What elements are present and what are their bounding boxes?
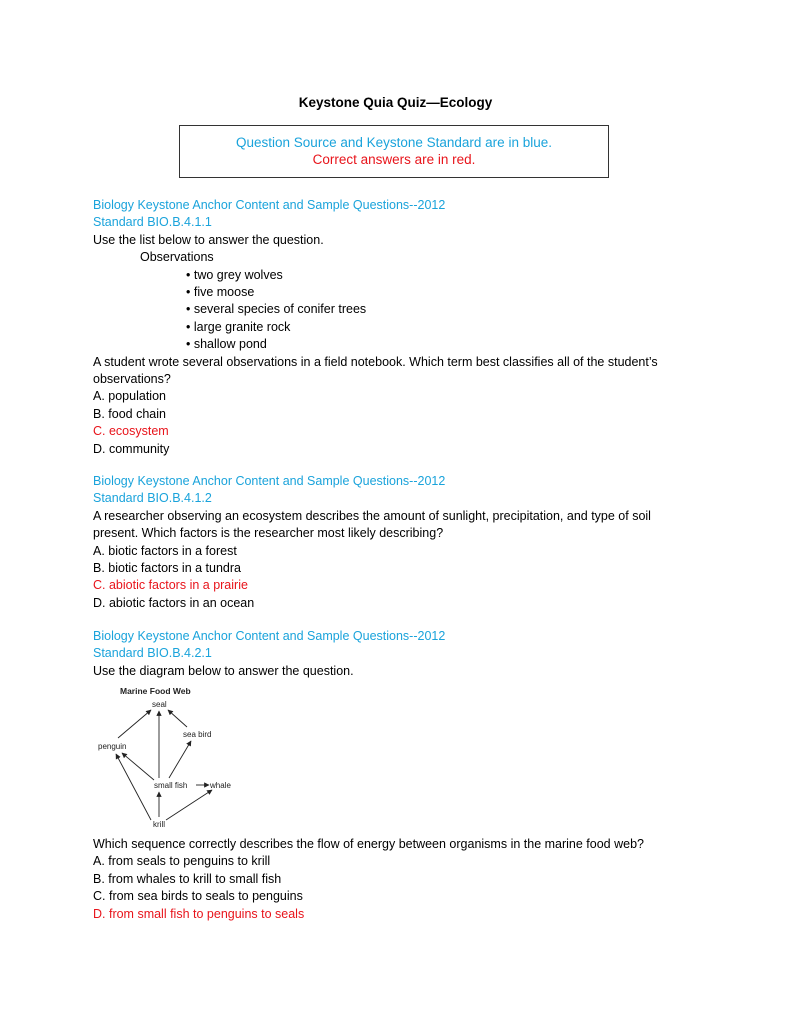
answer-option: A. from seals to penguins to krill <box>93 854 271 869</box>
correct-answer-option: C. abiotic factors in a prairie <box>93 578 248 593</box>
correct-answer-option: C. ecosystem <box>93 424 169 439</box>
question-1 <box>93 197 658 458</box>
question-text: present. Which factors is the researcher most likely describing? <box>93 526 444 541</box>
answer-option: B. from whales to krill to small fish <box>93 871 282 886</box>
observation-item: • large granite rock <box>186 319 291 334</box>
arrow-krill-to-whale <box>166 790 212 820</box>
question-intro: Use the list below to answer the question. <box>93 232 324 247</box>
observations-title: Observations <box>140 250 214 265</box>
observation-item: • five moose <box>186 285 255 300</box>
observation-item: • several species of conifer trees <box>186 302 367 317</box>
answer-option: D. community <box>93 441 170 456</box>
marine-food-web-diagram <box>93 683 253 831</box>
question-standard: Standard BIO.B.4.1.2 <box>93 491 212 506</box>
answer-option: B. biotic factors in a tundra <box>93 561 241 576</box>
node-krill: krill <box>153 820 165 829</box>
answer-option: A. biotic factors in a forest <box>93 543 237 558</box>
arrow-krill-to-penguin <box>116 754 151 820</box>
question-3 <box>93 628 445 680</box>
node-sea-bird: sea bird <box>183 730 212 739</box>
question-standard: Standard BIO.B.4.2.1 <box>93 646 212 661</box>
question-standard: Standard BIO.B.4.1.1 <box>93 215 212 230</box>
arrow-smallfish-to-seabird <box>169 741 191 778</box>
node-whale: whale <box>210 781 231 790</box>
correct-answer-option: D. from small fish to penguins to seals <box>93 906 305 921</box>
answer-option: A. population <box>93 389 166 404</box>
node-small-fish: small fish <box>154 781 188 790</box>
answer-option: C. from sea birds to seals to penguins <box>93 889 303 904</box>
question-text: A student wrote several observations in a field notebook. Which term best classifies all of the student’s <box>93 354 658 369</box>
question-intro: Use the diagram below to answer the question. <box>93 663 354 678</box>
arrow-penguin-to-seal <box>118 710 151 738</box>
legend-answer-note: Correct answers are in red. <box>312 152 476 167</box>
legend-source-note: Question Source and Keystone Standard are in blue. <box>236 135 552 150</box>
answer-option: B. food chain <box>93 406 166 421</box>
question-source: Biology Keystone Anchor Content and Sample Questions--2012 <box>93 198 446 212</box>
observation-item: • two grey wolves <box>186 267 283 282</box>
question-text: observations? <box>93 372 171 387</box>
arrow-seabird-to-seal <box>168 710 187 727</box>
diagram-title: Marine Food Web <box>120 686 191 696</box>
node-penguin: penguin <box>98 742 127 751</box>
observation-item: • shallow pond <box>186 337 267 352</box>
node-seal: seal <box>152 700 167 709</box>
answer-option: D. abiotic factors in an ocean <box>93 595 255 610</box>
page-title: Keystone Quia Quiz—Ecology <box>298 95 493 110</box>
question-source: Biology Keystone Anchor Content and Sample Questions--2012 <box>93 629 446 643</box>
legend-box <box>179 125 609 178</box>
question-text: A researcher observing an ecosystem describes the amount of sunlight, precipitation, and type of soil <box>93 508 651 523</box>
question-3-body <box>93 836 644 923</box>
question-source: Biology Keystone Anchor Content and Sample Questions--2012 <box>93 474 446 488</box>
arrow-smallfish-to-penguin <box>122 753 154 780</box>
question-text: Which sequence correctly describes the flow of energy between organisms in the marine food web? <box>93 837 644 851</box>
question-2 <box>93 473 651 612</box>
